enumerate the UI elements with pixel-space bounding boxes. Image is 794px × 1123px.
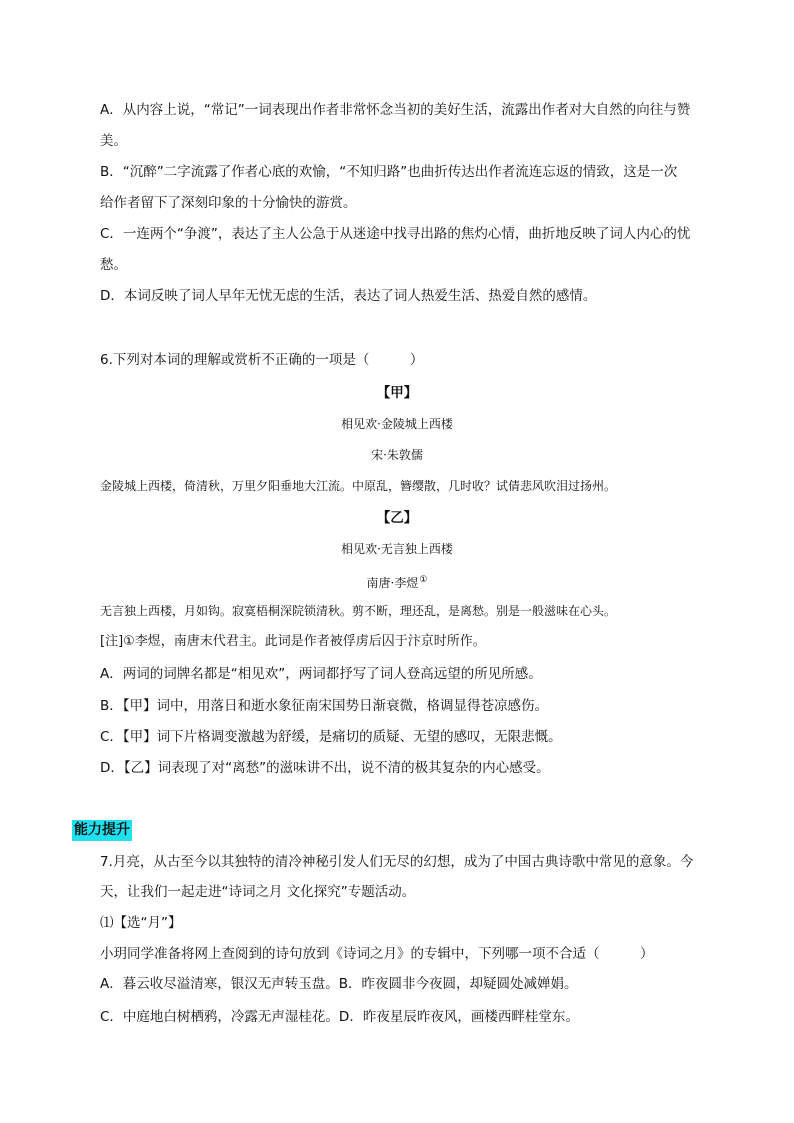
- q5-option-a-line1: A．从内容上说，“常记”一词表现出作者非常怀念当初的美好生活，流露出作者对大自然的向往与赞: [100, 102, 691, 118]
- q6-option-a: A．两词的词牌名都是“相见欢”，两词都抒写了词人登高远望的所见所感。: [100, 666, 542, 682]
- poem-b-author: 南唐·李煜: [366, 576, 419, 590]
- q6-note: [注]①李煜，南唐末代君主。此词是作者被俘虏后囚于汴京时所作。: [100, 634, 486, 649]
- q5-option-c-line2: 愁。: [100, 257, 127, 273]
- q7-options-line1: A．暮云收尽溢清寒，银汉无声转玉盘。B．昨夜圆非今夜圆，却疑圆处减婵娟。: [100, 976, 578, 992]
- poem-b-title: [0, 539, 794, 559]
- q7-options-line2: C．中庭地白树栖鸦，冷露无声湿桂花。D．昨夜星辰昨夜风，画楼西畔桂堂东。: [100, 1009, 579, 1025]
- poem-b-label: 【乙】: [376, 510, 418, 526]
- poem-a-label: 【甲】: [376, 385, 418, 401]
- poem-a-author: 宋·朱敦儒: [371, 448, 423, 462]
- q6-question: 6.下列对本词的理解或赏析不正确的一项是（ ）: [100, 352, 424, 368]
- q5-option-c-line1: C．一连两个“争渡”，表达了主人公急于从迷途中找寻出路的焦灼心情，曲折地反映了词人内心的忧: [100, 226, 691, 242]
- q7-sub1-label: ⑴【选“月”】: [100, 915, 182, 931]
- q6-option-c: C．【甲】词下片格调变激越为舒缓，是痛切的质疑、无望的感叹，无限悲慨。: [100, 729, 562, 745]
- poem-b-author-line: [0, 570, 794, 593]
- q5-option-b-line2: 给作者留下了深刻印象的十分愉快的游赏。: [100, 195, 357, 211]
- q5-option-b-line1: B．“沉醉”二字流露了作者心底的欢愉，“不知归路”也曲折传达出作者流连忘返的情致，这是一次: [100, 164, 678, 180]
- poem-a-title: 相见欢·金陵城上西楼: [341, 417, 453, 431]
- poem-b-text: 无言独上西楼，月如钩。寂寞梧桐深院锁清秋。剪不断，理还乱，是离愁。别是一般滋味在心头。: [100, 604, 617, 618]
- q7-intro-line1: 7.月亮，从古至今以其独特的清冷神秘引发人们无尽的幻想，成为了中国古典诗歌中常见的意象。今: [100, 854, 694, 870]
- q7-sub1-question: 小玥同学准备将网上查阅到的诗句放到《诗词之月》的专辑中，下列哪一项不合适（ ）: [100, 946, 654, 962]
- q5-option-a-line2: 美。: [100, 133, 127, 149]
- section-label: 能力提升: [72, 820, 132, 841]
- poem-a-text: 金陵城上西楼，倚清秋，万里夕阳垂地大江流。中原乱，簪缨散，几时收？试倩悲风吹泪过扬州。: [100, 479, 617, 493]
- poem-b-note-mark: ①: [419, 575, 428, 585]
- q7-intro-line2: 天，让我们一起走进“诗词之月 文化探究”专题活动。: [100, 884, 416, 900]
- poem-b-title-text: 相见欢·无言独上西楼: [341, 542, 453, 556]
- q6-option-b: B．【甲】词中，用落日和逝水象征南宋国势日渐衰微，格调显得苍凉感伤。: [100, 698, 549, 714]
- q5-option-d: D．本词反映了词人早年无忧无虑的生活，表达了词人热爱生活、热爱自然的感情。: [100, 288, 597, 304]
- q6-option-d: D．【乙】词表现了对“离愁”的滋味讲不出，说不清的极其复杂的内心感受。: [100, 760, 550, 776]
